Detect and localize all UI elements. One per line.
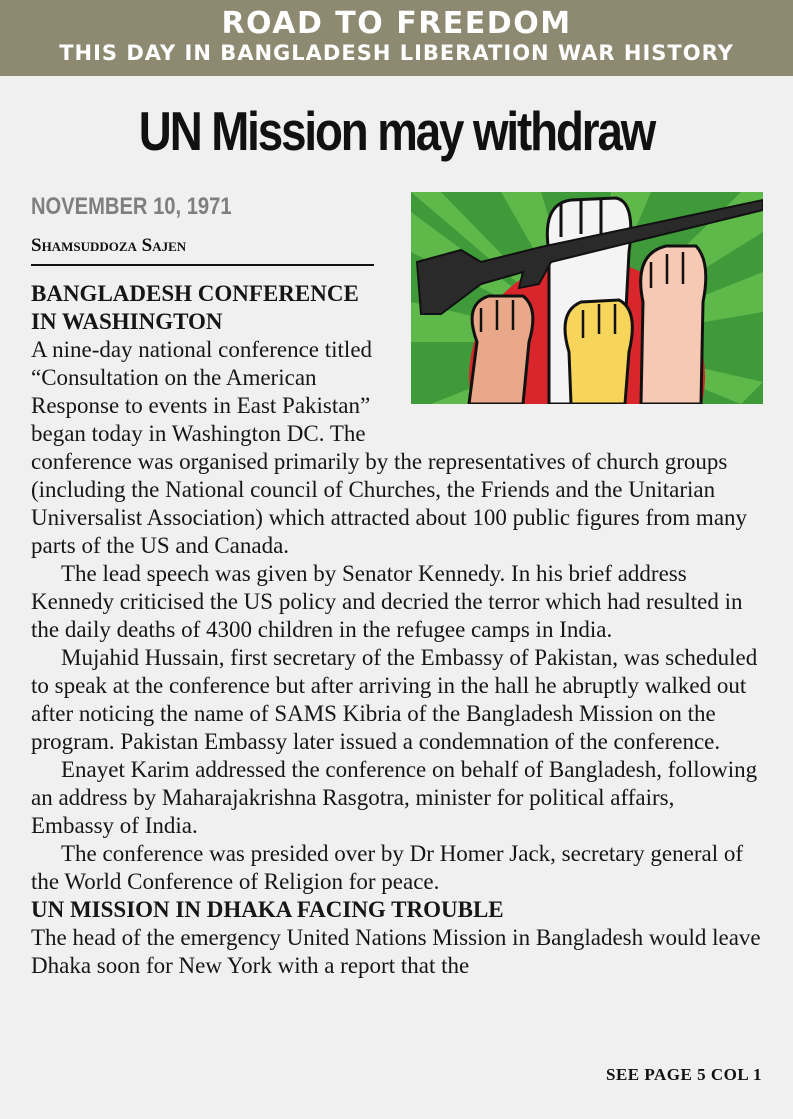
article-body: [31, 280, 761, 980]
header-banner: [0, 0, 793, 76]
section-heading-conference: BANGLADESH CONFERENCE IN WASHINGTON: [31, 281, 359, 334]
article-paragraph: Mujahid Hussain, first secretary of the Embassy of Pakistan, was scheduled to speak at the conference but after arriving in the hall he abruptly walked out after noticing the name of SAMS Kibria of the Bangladesh Mission on the program. Pakistan Embassy later issued a condemnation of the conference.: [31, 645, 758, 754]
article-byline: Shamsuddoza Sajen: [31, 235, 187, 256]
banner-subtitle: THIS DAY IN BANGLADESH LIBERATION WAR HISTORY: [59, 41, 734, 65]
article-date: NOVEMBER 10, 1971: [31, 193, 232, 220]
byline-divider: [31, 264, 374, 266]
section-heading-un-mission: UN MISSION IN DHAKA FACING TROUBLE: [31, 897, 504, 922]
article-headline: UN Mission may withdraw: [138, 100, 655, 162]
article-paragraph: The head of the emergency United Nations Mission in Bangladesh would leave Dhaka soon for New York with a report that the: [31, 925, 761, 978]
article-paragraph: The conference was presided over by Dr Homer Jack, secretary general of the World Conference of Religion for peace.: [31, 841, 744, 894]
article-paragraph: The lead speech was given by Senator Kennedy. In his brief address Kennedy criticised the US policy and decried the terror which had resulted in the daily deaths of 4300 children in the refugee camps in India.: [31, 561, 743, 642]
illustration-space: [381, 280, 761, 445]
article-paragraph: Enayet Karim addressed the conference on behalf of Bangladesh, following an address by Maharajakrishna Rasgotra, minister for political affairs, Embassy of India.: [31, 757, 758, 838]
banner-title: ROAD TO FREEDOM: [221, 6, 572, 41]
continuation-note: SEE PAGE 5 COL 1: [606, 1065, 762, 1084]
article-paragraph: A nine-day national conference titled “Consultation on the American Response to events in East Pakistan” began today in Washington DC. The conference was organised primarily by the representatives of church groups (including the National council of Churches, the Friends and the Unitarian Universalist Association) which attracted about 100 public figures from many parts of the US and Canada.: [31, 337, 748, 558]
